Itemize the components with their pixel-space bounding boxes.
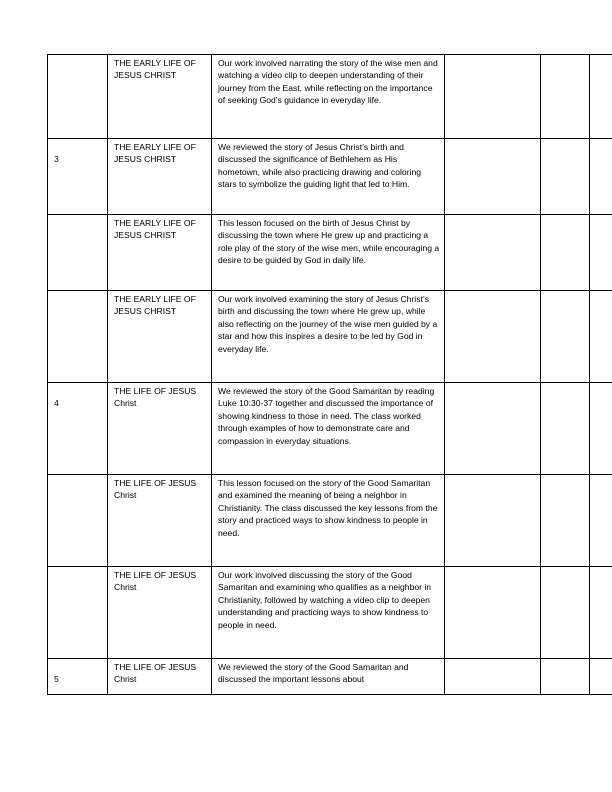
description-cell: We reviewed the story of the Good Samaritan and discussed the important lessons about	[212, 659, 445, 695]
empty-cell	[590, 139, 612, 215]
description-cell: We reviewed the story of Jesus Christ’s birth and discussed the significance of Bethlehem as His hometown, while also practicing drawing and coloring stars to symbolize the guiding light that led to Him.	[212, 139, 445, 215]
week-number: 4	[54, 398, 59, 408]
topic-cell: THE LIFE OF JESUS Christ	[108, 475, 212, 567]
description-cell: We reviewed the story of the Good Samaritan by reading Luke 10:30-37 together and discussed the importance of showing kindness to those in need. The class worked through examples of how to demonstrate care and compassion in everyday situations.	[212, 383, 445, 475]
empty-cell	[541, 139, 590, 215]
empty-cell	[590, 55, 612, 139]
week-number: 3	[54, 154, 59, 164]
table-row	[48, 55, 612, 139]
empty-cell	[590, 383, 612, 475]
topic-cell: THE LIFE OF JESUS Christ	[108, 659, 212, 695]
empty-cell	[541, 55, 590, 139]
empty-cell	[590, 215, 612, 291]
empty-cell	[445, 383, 541, 475]
empty-cell	[445, 659, 541, 695]
empty-cell	[445, 475, 541, 567]
description-cell: This lesson focused on the story of the Good Samaritan and examined the meaning of being a neighbor in Christianity. The class discussed the key lessons from the story and practiced ways to show kindness to people in need.	[212, 475, 445, 567]
empty-cell	[590, 567, 612, 659]
empty-cell	[541, 215, 590, 291]
week-cell	[48, 383, 108, 475]
table-row	[48, 139, 612, 215]
empty-cell	[445, 55, 541, 139]
topic-cell: THE EARLY LIFE OF JESUS CHRIST	[108, 215, 212, 291]
week-cell	[48, 475, 108, 567]
lesson-log-table	[47, 54, 612, 695]
table-row	[48, 475, 612, 567]
week-cell	[48, 139, 108, 215]
week-cell	[48, 567, 108, 659]
description-cell: This lesson focused on the birth of Jesus Christ by discussing the town where He grew up and practicing a role play of the story of the wise men, while encouraging a desire to be guided by God in daily life.	[212, 215, 445, 291]
description-cell: Our work involved narrating the story of the wise men and watching a video clip to deepen understanding of their journey from the East, while reflecting on the importance of seeking God’s guidance in everyday life.	[212, 55, 445, 139]
description-cell: Our work involved examining the story of Jesus Christ’s birth and discussing the town where He grew up, while also reflecting on the journey of the wise men guided by a star and how this inspires a desire to be led by God in everyday life.	[212, 291, 445, 383]
topic-cell: THE LIFE OF JESUS Christ	[108, 567, 212, 659]
empty-cell	[445, 567, 541, 659]
week-cell	[48, 55, 108, 139]
topic-cell: THE LIFE OF JESUS Christ	[108, 383, 212, 475]
topic-cell: THE EARLY LIFE OF JESUS CHRIST	[108, 291, 212, 383]
topic-cell: THE EARLY LIFE OF JESUS CHRIST	[108, 139, 212, 215]
week-cell	[48, 659, 108, 695]
empty-cell	[541, 475, 590, 567]
empty-cell	[445, 291, 541, 383]
empty-cell	[541, 659, 590, 695]
description-cell: Our work involved discussing the story of the Good Samaritan and examining who qualifies as a neighbor in Christianity, followed by watching a video clip to deepen understanding and practicing ways to show kindness to people in need.	[212, 567, 445, 659]
empty-cell	[590, 475, 612, 567]
week-number: 5	[54, 674, 59, 684]
topic-cell: THE EARLY LIFE OF JESUS CHRIST	[108, 55, 212, 139]
week-cell	[48, 291, 108, 383]
empty-cell	[590, 659, 612, 695]
empty-cell	[541, 383, 590, 475]
empty-cell	[590, 291, 612, 383]
table-row	[48, 659, 612, 695]
week-cell	[48, 215, 108, 291]
empty-cell	[541, 291, 590, 383]
table-row	[48, 291, 612, 383]
table-row	[48, 567, 612, 659]
table-row	[48, 383, 612, 475]
table-row	[48, 215, 612, 291]
empty-cell	[445, 215, 541, 291]
empty-cell	[541, 567, 590, 659]
empty-cell	[445, 139, 541, 215]
